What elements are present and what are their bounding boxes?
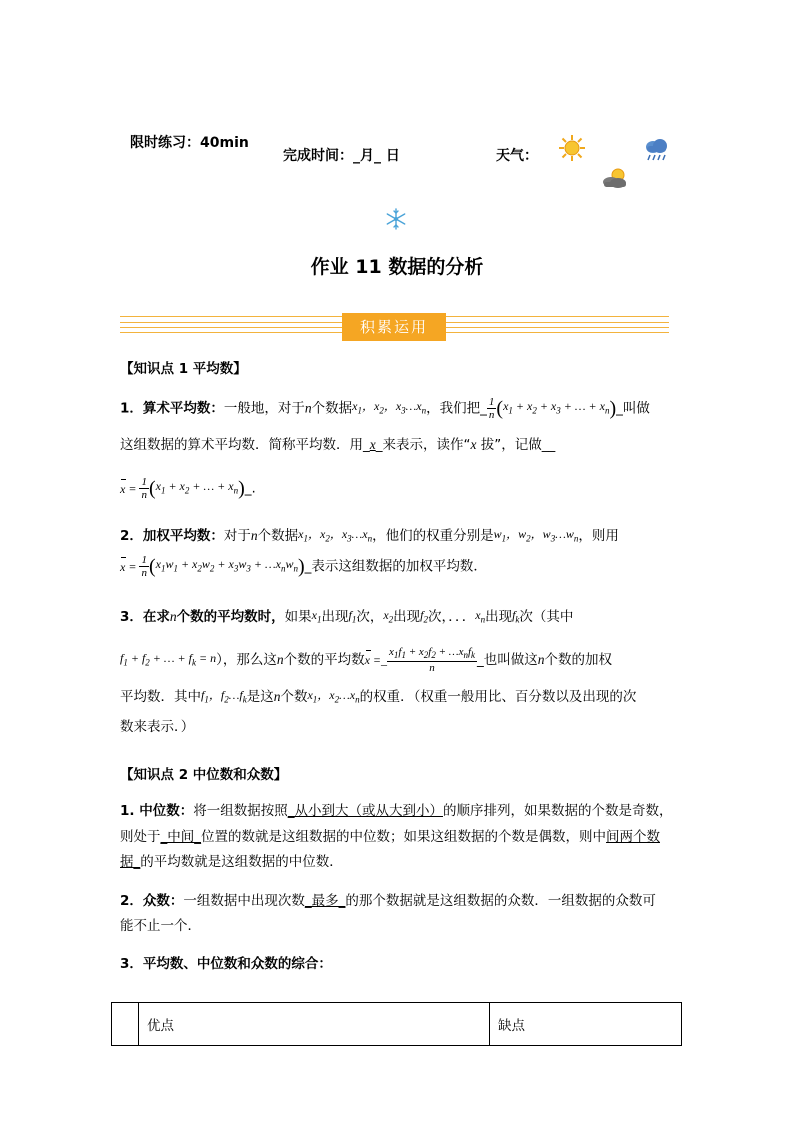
paragraph: 这组数据的算术平均数．简称平均数．用_x_来表示，读作“x 拔”，记做__ <box>120 437 556 453</box>
paragraph: 则处于_中间_位置的数就是这组数据的中位数；如果这组数据的个数是偶数，则中间两个数 <box>120 829 660 845</box>
formula: x = $\frac{1}{n}$ ($x_1w_1 + x_2w_2 + x_3w_3$ + $\dots x_nw_n)\_$表示这组数据的加权平均数． <box>120 554 487 579</box>
time-limit: 限时练习：40min <box>130 135 249 151</box>
table-header-pros: 优点 <box>139 1003 490 1046</box>
formula: x = $\frac{1}{n}$ ($x_1 + x_2$ + … + $x_n)\_$. <box>120 476 256 501</box>
paragraph: 能不止一个． <box>120 918 201 934</box>
rain-cloud-icon <box>642 136 670 164</box>
paragraph: 2．加权平均数：对于n个数据$x_1$，$x_2$，$x_3\dots x_n$，他们的权重分别是$w_1$，$w_2$，$w_3\dots w_n$，则用 <box>120 527 619 545</box>
table-header-cons: 缺点 <box>490 1003 682 1046</box>
paragraph: 2．众数：一组数据中出现次数_最多_的那个数据就是这组数据的众数．一组数据的众数可 <box>120 893 656 909</box>
paragraph: 1．算术平均数：一般地，对于n个数据$x_1$，$x_2$，$x_3\dots x_n$，我们把_ $\frac{1}{n}$ ($x_1 + x_2 + x_3$ + … + $x_n)\_$叫做 <box>120 396 650 421</box>
finish-time: 完成时间：_月_ 日 <box>283 148 400 164</box>
paragraph: 1. 中位数：将一组数据按照_从小到大（或从大到小）的顺序排列，如果数据的个数是奇数， <box>120 803 673 819</box>
section-banner: 积累运用 <box>342 313 446 341</box>
weather-label: 天气： <box>496 148 538 164</box>
partly-cloudy-icon <box>600 166 630 190</box>
snowflake-icon <box>385 208 407 230</box>
section-heading: 【知识点 1 平均数】 <box>120 361 247 377</box>
paragraph: 3．在求n个数的平均数时，如果$x_1$出现$f_1$次，$x_2$出现$f_2$次，．．．$x_n$出现$f_k$次（其中 <box>120 608 574 626</box>
paragraph: 平均数．其中$f_1$，$f_2\dots f_k$是这n个数$x_1$，$x_2\dots x_n$的权重．（权重一般用比、百分数以及出现的次 <box>120 688 637 706</box>
sun-icon <box>558 134 586 162</box>
paragraph: 据_的平均数就是这组数据的中位数． <box>120 854 343 870</box>
section-heading: 【知识点 2 中位数和众数】 <box>120 767 288 783</box>
page-title: 作业 11 数据的分析 <box>310 256 484 278</box>
paragraph: 数来表示．） <box>120 719 195 735</box>
table-cell <box>112 1003 139 1046</box>
paragraph: 3．平均数、中位数和众数的综合： <box>120 956 332 972</box>
paragraph: $f_1 + f_2$ + … + $f_k = n$），那么这n个数的平均数x =_ $\frac{x_1f_1 + x_2f_2 + \dots x_nf_k}{n}$ _也叫做这n个数的加权 <box>120 646 613 675</box>
comparison-table <box>111 1002 682 1046</box>
table-row <box>112 1003 682 1046</box>
